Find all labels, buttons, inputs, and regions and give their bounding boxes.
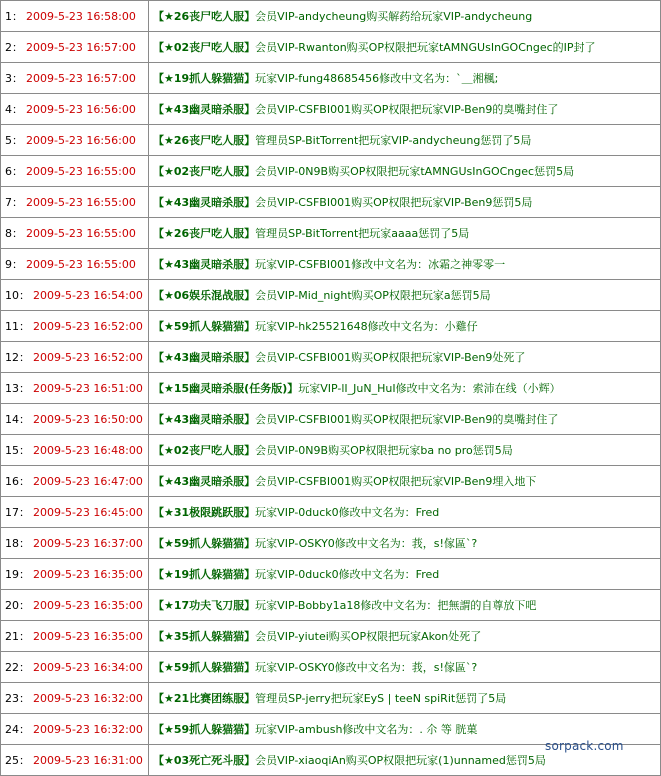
timestamp: 2009-5-23 16:32:00 xyxy=(33,692,143,705)
time-cell xyxy=(1,280,149,311)
row-index: 1： xyxy=(5,10,23,23)
time-cell xyxy=(1,94,149,125)
time-cell xyxy=(1,466,149,497)
server-tag: 【★43幽灵暗杀服】 xyxy=(153,351,256,364)
row-index: 23： xyxy=(5,692,30,705)
time-cell xyxy=(1,404,149,435)
server-tag: 【★31极限跳跃服】 xyxy=(153,506,256,519)
row-index: 8： xyxy=(5,227,23,240)
table-row xyxy=(1,187,661,218)
row-index: 17： xyxy=(5,506,30,519)
event-message: 会员VIP-CSFBI001购买OP权限把玩家VIP-Ben9惩罚5局 xyxy=(255,196,533,209)
timestamp: 2009-5-23 16:37:00 xyxy=(33,537,143,550)
timestamp: 2009-5-23 16:55:00 xyxy=(26,258,136,271)
message-cell xyxy=(149,559,661,590)
server-tag: 【★43幽灵暗杀服】 xyxy=(153,258,256,271)
timestamp: 2009-5-23 16:57:00 xyxy=(26,72,136,85)
time-cell xyxy=(1,373,149,404)
timestamp: 2009-5-23 16:56:00 xyxy=(26,134,136,147)
event-message: 管理员SP-BitTorrent把玩家VIP-andycheung惩罚了5局 xyxy=(255,134,532,147)
server-tag: 【★17功夫飞刀服】 xyxy=(153,599,256,612)
timestamp: 2009-5-23 16:51:00 xyxy=(33,382,143,395)
time-cell xyxy=(1,218,149,249)
time-cell xyxy=(1,125,149,156)
server-tag: 【★43幽灵暗杀服】 xyxy=(153,103,256,116)
time-cell xyxy=(1,497,149,528)
event-message: 玩家VIP-hk25521648修改中文名为：小雞仔 xyxy=(255,320,478,333)
message-cell xyxy=(149,621,661,652)
table-row xyxy=(1,621,661,652)
event-message: 会员VIP-Rwanton购买OP权限把玩家tAMNGUsInGOCngec的IP封了 xyxy=(255,41,596,54)
row-index: 14： xyxy=(5,413,30,426)
server-tag: 【★02丧尸吃人服】 xyxy=(153,41,256,54)
row-index: 20： xyxy=(5,599,30,612)
table-row xyxy=(1,311,661,342)
table-row xyxy=(1,528,661,559)
timestamp: 2009-5-23 16:45:00 xyxy=(33,506,143,519)
event-message: 玩家VIP-fung48685456修改中文名为：`＿湘楓; xyxy=(255,72,499,85)
event-message: 玩家VIP-OSKY0修改中文名为：莪，s!傢區ˋ? xyxy=(255,537,478,550)
event-message: 会员VIP-CSFBI001购买OP权限把玩家VIP-Ben9处死了 xyxy=(255,351,526,364)
message-cell xyxy=(149,218,661,249)
time-cell xyxy=(1,187,149,218)
timestamp: 2009-5-23 16:57:00 xyxy=(26,41,136,54)
row-index: 22： xyxy=(5,661,30,674)
message-cell xyxy=(149,32,661,63)
table-row xyxy=(1,94,661,125)
table-row xyxy=(1,404,661,435)
event-message: 玩家VIP-lI_JuN_HuI修改中文名为：索沛在线（小辉） xyxy=(298,382,561,395)
server-tag: 【★59抓人躲猫猫】 xyxy=(153,723,256,736)
row-index: 16： xyxy=(5,475,30,488)
time-cell xyxy=(1,621,149,652)
server-tag: 【★59抓人躲猫猫】 xyxy=(153,661,256,674)
time-cell xyxy=(1,683,149,714)
event-message: 玩家VIP-CSFBI001修改中文名为：冰霜之神零零一 xyxy=(255,258,506,271)
time-cell xyxy=(1,714,149,745)
message-cell xyxy=(149,528,661,559)
event-message: 会员VIP-CSFBI001购买OP权限把玩家VIP-Ben9的臭嘴封住了 xyxy=(255,103,559,116)
table-row xyxy=(1,373,661,404)
event-message: 会员VIP-andycheung购买解药给玩家VIP-andycheung xyxy=(255,10,533,23)
row-index: 10： xyxy=(5,289,30,302)
timestamp: 2009-5-23 16:56:00 xyxy=(26,103,136,116)
message-cell xyxy=(149,497,661,528)
event-message: 会员VIP-Mid_night购买OP权限把玩家a惩罚5局 xyxy=(255,289,491,302)
row-index: 15： xyxy=(5,444,30,457)
message-cell xyxy=(149,63,661,94)
table-row xyxy=(1,342,661,373)
event-message: 会员VIP-0N9B购买OP权限把玩家tAMNGUsInGOCngec惩罚5局 xyxy=(255,165,575,178)
table-row xyxy=(1,559,661,590)
server-tag: 【★26丧尸吃人服】 xyxy=(153,10,256,23)
server-tag: 【★02丧尸吃人服】 xyxy=(153,165,256,178)
message-cell xyxy=(149,187,661,218)
server-tag: 【★19抓人躲猫猫】 xyxy=(153,568,256,581)
message-cell xyxy=(149,1,661,32)
timestamp: 2009-5-23 16:55:00 xyxy=(26,227,136,240)
server-tag: 【★59抓人躲猫猫】 xyxy=(153,537,256,550)
table-row xyxy=(1,652,661,683)
row-index: 11： xyxy=(5,320,30,333)
table-row xyxy=(1,497,661,528)
event-message: 管理员SP-BitTorrent把玩家aaaa惩罚了5局 xyxy=(255,227,470,240)
timestamp: 2009-5-23 16:32:00 xyxy=(33,723,143,736)
timestamp: 2009-5-23 16:54:00 xyxy=(33,289,143,302)
timestamp: 2009-5-23 16:35:00 xyxy=(33,568,143,581)
table-row xyxy=(1,1,661,32)
server-tag: 【★43幽灵暗杀服】 xyxy=(153,413,256,426)
table-row xyxy=(1,63,661,94)
table-row xyxy=(1,156,661,187)
server-tag: 【★19抓人躲猫猫】 xyxy=(153,72,256,85)
message-cell xyxy=(149,683,661,714)
row-index: 25： xyxy=(5,754,30,767)
timestamp: 2009-5-23 16:58:00 xyxy=(26,10,136,23)
message-cell xyxy=(149,404,661,435)
timestamp: 2009-5-23 16:47:00 xyxy=(33,475,143,488)
time-cell xyxy=(1,342,149,373)
time-cell xyxy=(1,311,149,342)
timestamp: 2009-5-23 16:55:00 xyxy=(26,196,136,209)
time-cell xyxy=(1,1,149,32)
table-row xyxy=(1,280,661,311)
timestamp: 2009-5-23 16:52:00 xyxy=(33,320,143,333)
event-message: 玩家VIP-0duck0修改中文名为：Fred xyxy=(255,506,440,519)
timestamp: 2009-5-23 16:50:00 xyxy=(33,413,143,426)
row-index: 2： xyxy=(5,41,23,54)
server-tag: 【★43幽灵暗杀服】 xyxy=(153,475,256,488)
message-cell xyxy=(149,652,661,683)
server-tag: 【★03死亡死斗服】 xyxy=(153,754,256,767)
row-index: 19： xyxy=(5,568,30,581)
time-cell xyxy=(1,528,149,559)
message-cell xyxy=(149,342,661,373)
table-row xyxy=(1,32,661,63)
timestamp: 2009-5-23 16:48:00 xyxy=(33,444,143,457)
server-tag: 【★35抓人躲猫猫】 xyxy=(153,630,256,643)
event-message: 会员VIP-CSFBI001购买OP权限把玩家VIP-Ben9的臭嘴封住了 xyxy=(255,413,559,426)
time-cell xyxy=(1,156,149,187)
event-message: 玩家VIP-0duck0修改中文名为：Fred xyxy=(255,568,440,581)
row-index: 9： xyxy=(5,258,23,271)
timestamp: 2009-5-23 16:52:00 xyxy=(33,351,143,364)
event-message: 玩家VIP-ambush修改中文名为：. 尒 等 胱菓 xyxy=(255,723,478,736)
event-message: 玩家VIP-OSKY0修改中文名为：莪，s!傢區ˋ? xyxy=(255,661,478,674)
row-index: 3： xyxy=(5,72,23,85)
row-index: 13： xyxy=(5,382,30,395)
row-index: 24： xyxy=(5,723,30,736)
message-cell xyxy=(149,125,661,156)
row-index: 18： xyxy=(5,537,30,550)
message-cell xyxy=(149,311,661,342)
message-cell xyxy=(149,94,661,125)
row-index: 21： xyxy=(5,630,30,643)
server-tag: 【★02丧尸吃人服】 xyxy=(153,444,256,457)
server-tag: 【★06娱乐混战服】 xyxy=(153,289,256,302)
message-cell xyxy=(149,590,661,621)
message-cell xyxy=(149,373,661,404)
time-cell xyxy=(1,249,149,280)
table-row xyxy=(1,435,661,466)
row-index: 12： xyxy=(5,351,30,364)
server-tag: 【★21比赛团练服】 xyxy=(153,692,256,705)
timestamp: 2009-5-23 16:35:00 xyxy=(33,630,143,643)
row-index: 6： xyxy=(5,165,23,178)
server-tag: 【★43幽灵暗杀服】 xyxy=(153,196,256,209)
server-tag: 【★26丧尸吃人服】 xyxy=(153,227,256,240)
time-cell xyxy=(1,559,149,590)
table-row xyxy=(1,218,661,249)
event-message: 管理员SP-jerry把玩家EyS | teeN spiRit惩罚了5局 xyxy=(255,692,507,705)
time-cell xyxy=(1,435,149,466)
row-index: 5： xyxy=(5,134,23,147)
time-cell xyxy=(1,745,149,776)
message-cell xyxy=(149,249,661,280)
timestamp: 2009-5-23 16:55:00 xyxy=(26,165,136,178)
event-message: 会员VIP-yiutei购买OP权限把玩家Akon处死了 xyxy=(255,630,482,643)
message-cell xyxy=(149,280,661,311)
message-cell xyxy=(149,156,661,187)
table-row xyxy=(1,466,661,497)
message-cell xyxy=(149,435,661,466)
event-log-body xyxy=(1,1,661,776)
server-tag: 【★59抓人躲猫猫】 xyxy=(153,320,256,333)
message-cell xyxy=(149,466,661,497)
watermark: sorpack.com xyxy=(545,739,624,753)
table-row xyxy=(1,683,661,714)
row-index: 4： xyxy=(5,103,23,116)
timestamp: 2009-5-23 16:31:00 xyxy=(33,754,143,767)
timestamp: 2009-5-23 16:35:00 xyxy=(33,599,143,612)
event-message: 会员VIP-xiaoqiAn购买OP权限把玩家(1)unnamed惩罚5局 xyxy=(255,754,546,767)
event-message: 会员VIP-0N9B购买OP权限把玩家ba no pro惩罚5局 xyxy=(255,444,513,457)
table-row xyxy=(1,249,661,280)
server-tag: 【★26丧尸吃人服】 xyxy=(153,134,256,147)
time-cell xyxy=(1,32,149,63)
time-cell xyxy=(1,590,149,621)
time-cell xyxy=(1,63,149,94)
event-message: 玩家VIP-Bobby1a18修改中文名为：把無謂的自尊放下吧 xyxy=(255,599,537,612)
time-cell xyxy=(1,652,149,683)
event-message: 会员VIP-CSFBI001购买OP权限把玩家VIP-Ben9埋入地下 xyxy=(255,475,537,488)
row-index: 7： xyxy=(5,196,23,209)
table-row xyxy=(1,590,661,621)
table-row xyxy=(1,125,661,156)
server-tag: 【★15幽灵暗杀服(任务版)】 xyxy=(153,382,299,395)
timestamp: 2009-5-23 16:34:00 xyxy=(33,661,143,674)
